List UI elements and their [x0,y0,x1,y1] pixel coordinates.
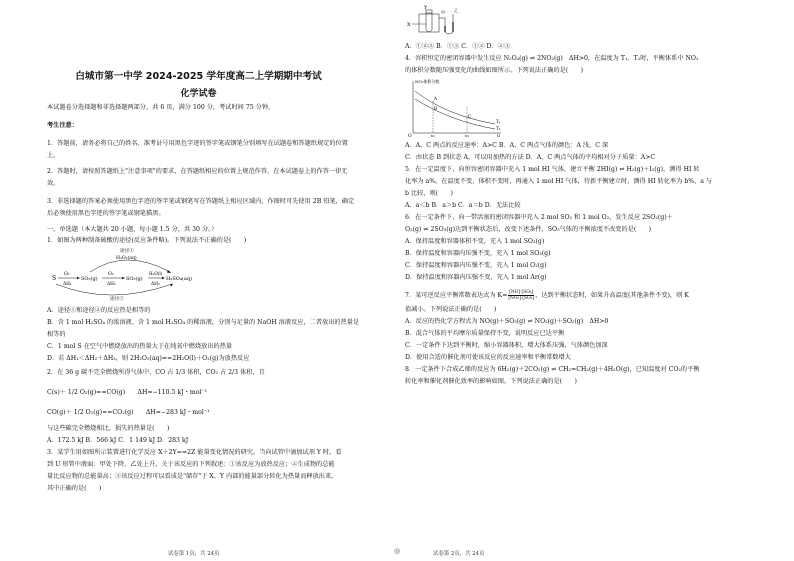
q7-option-b: B．混合气体的平均摩尔质量保持不变，说明反应已达平衡 [405,330,565,337]
notes-heading: 考生注意： [47,122,78,129]
q1-so2: SO₂(g) [81,276,98,282]
q1-option-a: A．途径①和途径②的反应热是相等的 [47,307,151,314]
q1-dh2: ΔH₂ [107,282,116,287]
q4-t2: T₂ [496,126,501,131]
q4-point-a: A [434,96,438,101]
q2-tail: 与这些碳完全燃烧相比，损失的热量是( ) [47,425,170,432]
q1-route-diagram [50,246,200,302]
q1-option-b: B．含 1 mol H₂SO₄ 的浓溶液、含 1 mol H₂SO₄ 的稀溶液，分别与足量的 NaOH 溶液反应，二者放出的热量是 [47,319,360,326]
q8-line: 8．一定条件下合成乙烯的反应为 6H₂(g)＋2CO₂(g) ⇌ CH₂=CH₂(g)＋4H₂O(g)，已知温度对 CO₂的平衡 [405,366,700,373]
q4-origin: O [408,134,412,137]
q7-stem [405,290,689,301]
q5-line: 化率为 a%。在温度不变、体积不变时，再通入 1 mol HI 气体，待新平衡建立时，测得 HI 转化率为 b%，a 与 [405,178,713,185]
q4-p1: p₁ [431,133,436,137]
q1-h2so4: H₂SO₄(aq) [166,276,192,282]
footer-page-2: 试卷第 2页，共 24页 [433,551,485,557]
q1-o2-a: O₂ [64,272,70,277]
q3-options: A．①②③ B．①③ C．①② D．②③ [405,43,511,50]
q4-point-b: B [434,106,438,111]
q1-so3: SO₃(g) [126,276,143,282]
exam-title: 白城市第一中学 2024-2025 学年度高二上学期期中考试 [75,71,322,82]
q4-point-c: C [468,114,472,119]
q1-route1: 途径① [120,249,134,254]
q6-option-d: D．保持温度和容器内压强不变，充入 1 mol Ar(g) [405,274,547,281]
q4-curve-t1 [415,91,495,124]
q4-ylabel: NO₂体积分数 [415,79,440,84]
q7-line2: 值减小。下列说法正确的是( ) [405,306,497,313]
note-line: 3．非选择题的答案必须使用黑色字迹的签字笔或钢笔写在答题纸上相应区域内，作图时可先使用 2B 铅笔，确定 [47,198,355,205]
q1-option-c: C．1 mol S 在空气中燃烧放出的热量大于在纯氧中燃烧放出的热量 [47,343,233,350]
q3-y-label: Y [424,5,428,11]
q2-eq1: C(s)＋ 1/2 O₂(g)==CO(g) ΔH=−110.5 kJ・mol⁻¹ [47,389,208,396]
note-line: 上。 [47,152,60,159]
q2-options: A．172.5 kJ B．566 kJ C．1 149 kJ D．283 kJ [47,437,189,444]
q7-frac-num: [NO]·[SO₃] [509,290,534,295]
q4-curve-t2 [415,99,495,129]
q4-stem-line: 4．容积恒定的密闭容器中发生反应 N₂O₄(g) ⇌ 2NO₂(g) ΔH>0，在温度为 T₁、T₂时，平衡体系中 NO₂ [405,55,699,62]
q7-frac-den: [NO₂]·[SO₂] [508,296,535,301]
q5-line: 5．在一定温度下，向恒容密闭容器中充入 1 mol HI 气体，建立平衡 2HI(g) ⇌ H₂(g)＋I₂(g)，测得 HI 转 [405,166,700,173]
q4-option-line: C．由状态 B 到状态 A，可以用加热的方法 D．A、C 两点气体的平均相对分子质量：A>C [405,154,656,161]
q7-option-c: C．一定条件下达到平衡时，缩小容器体积，增大体系压强，气体颜色加深 [405,342,608,349]
q3-stem-line: 3．某学生用如图所示装置进行化学反应 X＋2Y==2Z 能量变化情况的研究。当向试管中滴加试剂 Y 时，看 [47,449,342,456]
q6-option-b: B．保持温度和容器内压强不变，充入 1 mol SO₃(g) [405,250,551,257]
q7-fraction [508,290,534,301]
q1-dh3: ΔH₃ [151,282,160,287]
q4-p2: p₂ [465,133,470,137]
q3-x-label: X [407,22,411,28]
exam-subtitle: 化学试卷 [180,89,217,99]
q1-o2-b: O₂ [108,272,114,277]
q7-stem-post: ，达到平衡状态时，如果升高温度(其他条件不变)，则 K [535,292,689,299]
q3-stem-line: 其中正确的是( ) [47,485,102,492]
q4-xlabel: p [497,134,500,137]
note-line: 效。 [47,180,60,187]
binder-mark: ◎ [394,547,401,555]
footer-page-1: 试卷第 1页，共 24页 [168,551,220,557]
q7-stem-pre: 7．某可逆反应平衡常数表达式为 K= [405,292,508,299]
q1-h2o: H₂O(l) [149,271,163,276]
note-line: 2．答题时，请按照答题纸上"注意事项"的要求，在答题纸相应的位置上规范作答，在本试题卷上的作答一律无 [47,168,348,175]
q4-option-line: A．A、C 两点的反应速率：A>C B．A、C 两点气体的颜色：A 浅，C 深 [405,142,609,149]
q4-chart [405,77,505,137]
note-line: 1．答题前，请务必将自己的姓名、准考证号用黑色字迹的签字笔或钢笔分别填写在试题卷和答题纸规定的位置 [47,140,348,147]
q3-stem-line: 量比反应物的总能量高；③该反应过程可以看成是"储存"于 X、Y 内部的能量部分转化为热量而释放出来。 [47,473,338,480]
q6-option-a: A．保持温度和容器体积不变，充入 1 mol SO₃(g) [405,238,545,245]
section-heading: 一、单选题（本大题共 20 小题，每小题 1.5 分，共 30 分。） [47,226,218,233]
q6-line: O₂(g) ⇌ 2SO₃(g)达到平衡状态后，改变下述条件，SO₃气体的平衡浓度不改变的是( ) [405,226,652,233]
q1-route2: 途径② [110,297,124,302]
q1-h2o2: H₂O₂(aq) [116,256,137,261]
q3-stem-line: 到 U 形管中液面：甲处下降，乙处上升。关于该反应的下列叙述：①该反应为放热反应；②生成物的总能 [47,461,335,468]
q6-line: 6．在一定条件下，向一带活塞的密闭容器中充入 2 mol SO₂ 和 1 mol O₂，发生反应 2SO₂(g)＋ [405,214,673,221]
q3-jia: 甲 [441,10,445,15]
q1-dh1: ΔH₁ [63,282,72,287]
note-line: 后必须使用黑色字迹的签字笔或钢笔描黑。 [47,210,165,217]
q1-option-d: D．若 ΔH₁＜ΔH₂＋ΔH₃，则 2H₂O₂(aq)==2H₂O(l)＋O₂(g)为放热反应 [47,355,250,362]
q7-option-d: D．使用合适的催化剂可使该反应的反应速率和平衡常数增大 [405,354,571,361]
q4-t1: T₁ [496,119,501,124]
q1-s: S [52,275,57,282]
q2-stem: 2．在 36 g 碳不完全燃烧所得气体中，CO 占 1/3 体积，CO₂ 占 2/3 体积，且 [47,369,265,376]
intro-text: 本试题卷分选择题和非选择题两部分，共 6 页，满分 100 分，考试时间 75 分钟。 [47,104,275,111]
q4-stem-line: 的体积分数随压强变化的曲线如图所示。下列说法正确的是( ) [405,67,584,74]
q3-yi: 乙 [454,8,458,13]
q8-line: 转化率和催化剂催化效率的影响如图。下列说法正确的是( ) [405,378,577,385]
q1-stem: 1．如图为两种制备硫酸的途径(反应条件略)。下列说法不正确的是( ) [47,237,247,244]
q5-line: b 比较，则( ) [405,190,453,197]
q2-eq2: CO(g)＋ 1/2 O₂(g)==CO₂(g) ΔH=−283 kJ・mol⁻¹ [47,409,210,416]
q5-options: A．a＜b B．a＞b C．a＝b D．无法比较 [405,202,521,209]
page-right [397,0,794,561]
q3-apparatus [405,2,461,36]
q6-option-c: C．保持温度和容器内压强不变，充入 1 mol O₂(g) [405,262,547,269]
q1-option-b-cont: 相等的 [47,331,66,338]
q7-option-a: A．反应的热化学方程式为 NO(g)＋SO₃(g) ⇌ NO₂(g)＋SO₂(g) ΔH>0 [405,318,609,325]
